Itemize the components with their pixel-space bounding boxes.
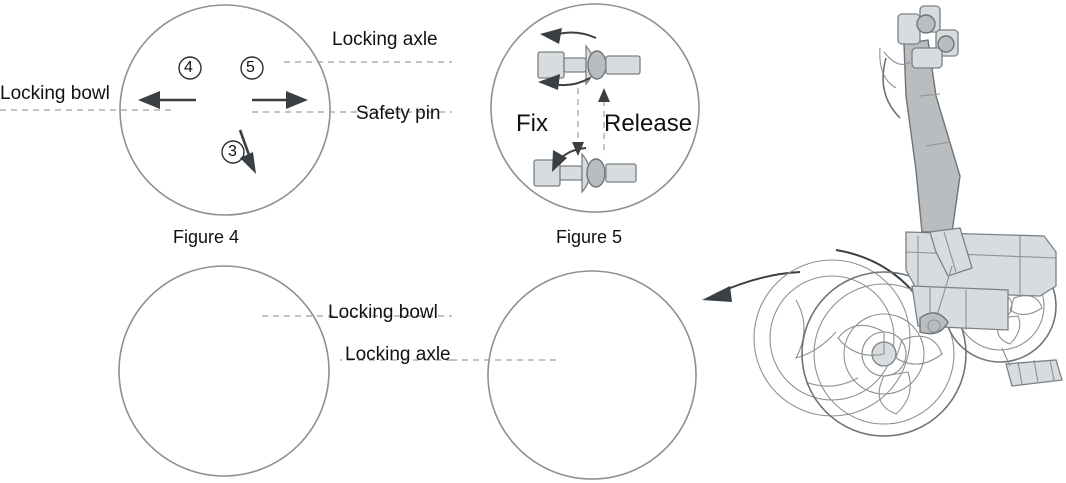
callout-locking-bowl-fig4: Locking bowl [0, 83, 110, 104]
figure-4-detail [118, 3, 334, 219]
release-label: Release [604, 110, 693, 137]
detail-lower-left [117, 264, 333, 483]
scooter-overview [702, 6, 1062, 436]
step-marker-5: 5 [246, 59, 255, 76]
figure-5-detail [491, 4, 699, 212]
figure-4-caption: Figure 4 [173, 227, 240, 247]
step-marker-4: 4 [184, 59, 193, 76]
figure-5-caption: Figure 5 [556, 227, 623, 247]
callout-locking-axle-lower: Locking axle [345, 344, 451, 365]
fix-label: Fix [516, 110, 548, 137]
step-marker-3: 3 [228, 143, 237, 160]
callout-locking-axle-fig4: Locking axle [332, 29, 438, 50]
callout-locking-bowl-lower: Locking bowl [328, 302, 438, 323]
detail-lower-middle [488, 271, 696, 483]
callout-safety-pin-fig4: Safety pin [356, 103, 441, 124]
